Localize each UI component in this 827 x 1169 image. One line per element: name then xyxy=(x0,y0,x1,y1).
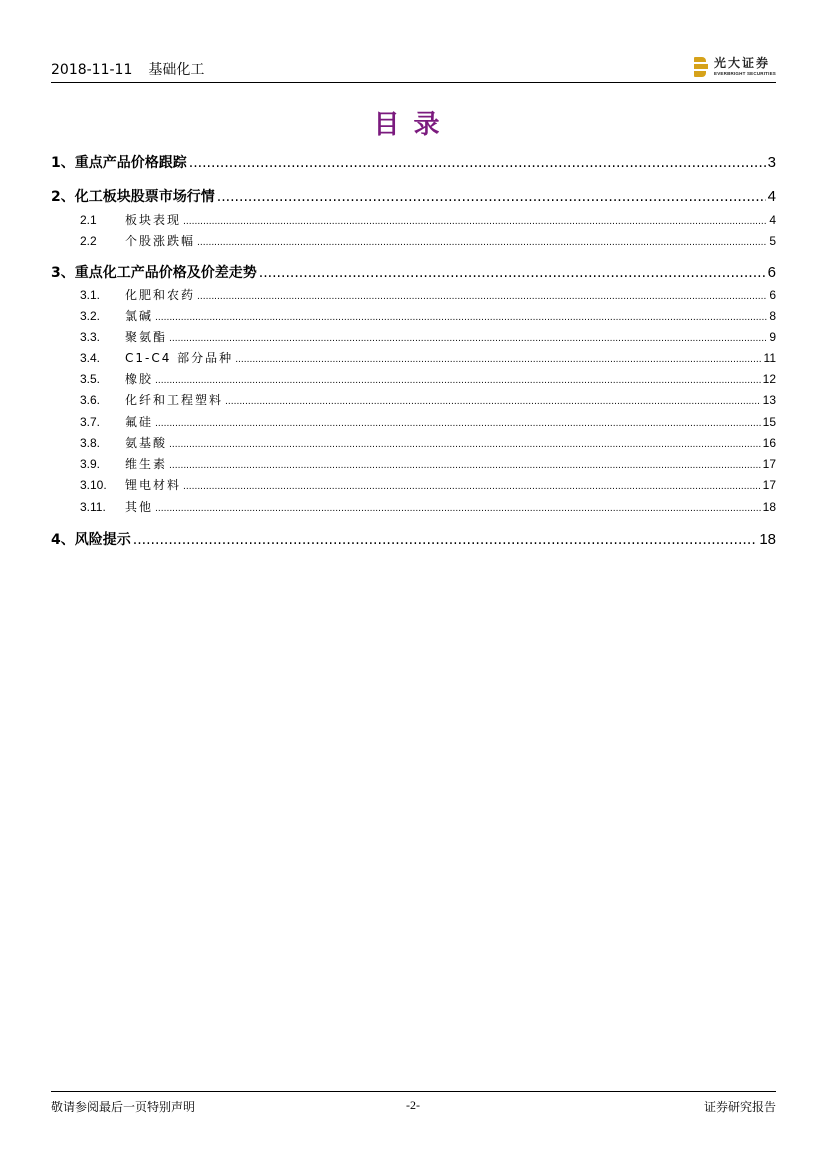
toc-entry-label: 氯碱 xyxy=(125,309,154,323)
toc-entry-label: 化纤和工程塑料 xyxy=(125,393,224,407)
toc-page-number: 16 xyxy=(762,436,776,450)
toc-leader-dots xyxy=(169,440,761,450)
toc-page-number: 12 xyxy=(762,372,776,386)
toc-page-number: 15 xyxy=(762,415,776,429)
report-date: 2018-11-11 xyxy=(51,62,133,78)
logo-cn-text: 光大证券 xyxy=(714,56,771,71)
toc-entry-label: 锂电材料 xyxy=(125,478,182,492)
toc-subsection-entry[interactable] xyxy=(80,476,776,493)
toc-page-number: 6 xyxy=(769,288,776,302)
page-header xyxy=(51,56,776,83)
toc-entry-number: 2.1 xyxy=(80,213,97,227)
toc-section-entry[interactable] xyxy=(51,186,776,206)
logo-en-text: EVERBRIGHT SECURITIES xyxy=(714,71,776,77)
toc-page-number: 3 xyxy=(767,154,776,171)
toc-entry-number: 3.11. xyxy=(80,500,106,514)
toc-page-number: 6 xyxy=(767,264,776,281)
toc-page-number: 8 xyxy=(769,309,776,323)
toc-section-entry[interactable] xyxy=(51,152,776,172)
toc-leader-dots xyxy=(217,189,766,205)
toc-subsection-entry[interactable] xyxy=(80,349,776,366)
toc-section-entry[interactable] xyxy=(51,529,776,549)
toc-entry-label: 化肥和农药 xyxy=(125,288,196,302)
toc-subsection-entry[interactable] xyxy=(80,232,776,249)
toc-leader-dots xyxy=(169,334,767,344)
toc-entry-number: 3.6. xyxy=(80,393,101,407)
toc-subsection-entry[interactable] xyxy=(80,328,776,345)
toc-leader-dots xyxy=(133,532,758,548)
toc-entry-label: 氨基酸 xyxy=(125,436,168,450)
toc-entry-label: C1-C4 部分品种 xyxy=(125,351,234,365)
toc-leader-dots xyxy=(155,419,761,429)
toc-entry-number: 3.1. xyxy=(80,288,101,302)
toc-subsection-entry[interactable] xyxy=(80,307,776,324)
toc-leader-dots xyxy=(183,217,767,227)
toc-subsection-entry[interactable] xyxy=(80,211,776,228)
toc-page-number: 11 xyxy=(763,351,776,365)
toc-subsection-entry[interactable] xyxy=(80,434,776,451)
toc-page-number: 5 xyxy=(769,234,776,248)
toc-subsection-entry[interactable] xyxy=(80,455,776,472)
footer-page-number: -2- xyxy=(406,1098,420,1112)
footer-disclaimer: 敬请参阅最后一页特别声明 xyxy=(51,1100,196,1114)
toc-entry-number: 2.2 xyxy=(80,234,97,248)
toc-entry-number: 3.5. xyxy=(80,372,101,386)
toc-subsection-entry[interactable] xyxy=(80,370,776,387)
toc-entry-number: 3.4. xyxy=(80,351,101,365)
toc-leader-dots xyxy=(197,238,767,248)
toc-entry-label: 2、化工板块股票市场行情 xyxy=(51,189,215,205)
toc-page-number: 4 xyxy=(767,188,776,205)
toc-leader-dots xyxy=(235,355,761,365)
toc-page-number: 17 xyxy=(762,457,776,471)
toc-leader-dots xyxy=(189,155,766,171)
toc-subsection-entry[interactable] xyxy=(80,498,776,515)
toc-subsection-entry[interactable] xyxy=(80,286,776,303)
toc-leader-dots xyxy=(155,504,761,514)
toc-page-number: 9 xyxy=(769,330,776,344)
toc-entry-number: 3.8. xyxy=(80,436,101,450)
header-info xyxy=(51,59,204,79)
toc-entry-label: 橡胶 xyxy=(125,372,154,386)
toc-page-number: 4 xyxy=(769,213,776,227)
toc-entry-number: 3.2. xyxy=(80,309,101,323)
industry-name: 基础化工 xyxy=(148,62,205,78)
toc-entry-label: 板块表现 xyxy=(125,213,182,227)
toc-page-number: 13 xyxy=(762,393,776,407)
toc-title: 目录 xyxy=(373,110,454,140)
toc-entry-label: 4、风险提示 xyxy=(51,532,131,548)
toc-entry-number: 3.7. xyxy=(80,415,101,429)
page-footer xyxy=(51,1091,776,1114)
toc-leader-dots xyxy=(155,376,761,386)
toc-entry-label: 其他 xyxy=(125,500,154,514)
toc-page-number: 18 xyxy=(762,500,776,514)
toc-entry-label: 氟硅 xyxy=(125,415,154,429)
footer-report-type: 证券研究报告 xyxy=(703,1100,776,1114)
toc-page-number: 18 xyxy=(759,531,776,548)
toc-section-entry[interactable] xyxy=(51,262,776,282)
toc-entry-number: 3.10. xyxy=(80,478,107,492)
logo-icon xyxy=(694,57,708,77)
toc-leader-dots xyxy=(183,482,761,492)
toc-leader-dots xyxy=(155,313,767,323)
toc-entry-label: 个股涨跌幅 xyxy=(125,234,196,248)
toc-leader-dots xyxy=(169,461,761,471)
toc-leader-dots xyxy=(259,265,766,281)
toc-entry-label: 1、重点产品价格跟踪 xyxy=(51,155,187,171)
toc-subsection-entry[interactable] xyxy=(80,391,776,408)
toc-entry-label: 3、重点化工产品价格及价差走势 xyxy=(51,265,257,281)
toc-entry-number: 3.9. xyxy=(80,457,101,471)
toc-entry-label: 聚氨酯 xyxy=(125,330,168,344)
toc-subsection-entry[interactable] xyxy=(80,413,776,430)
toc-entry-label: 维生素 xyxy=(125,457,168,471)
toc-leader-dots xyxy=(225,397,761,407)
toc-entry-number: 3.3. xyxy=(80,330,101,344)
toc-leader-dots xyxy=(197,292,767,302)
toc-page-number: 17 xyxy=(762,478,776,492)
company-logo xyxy=(694,56,776,78)
